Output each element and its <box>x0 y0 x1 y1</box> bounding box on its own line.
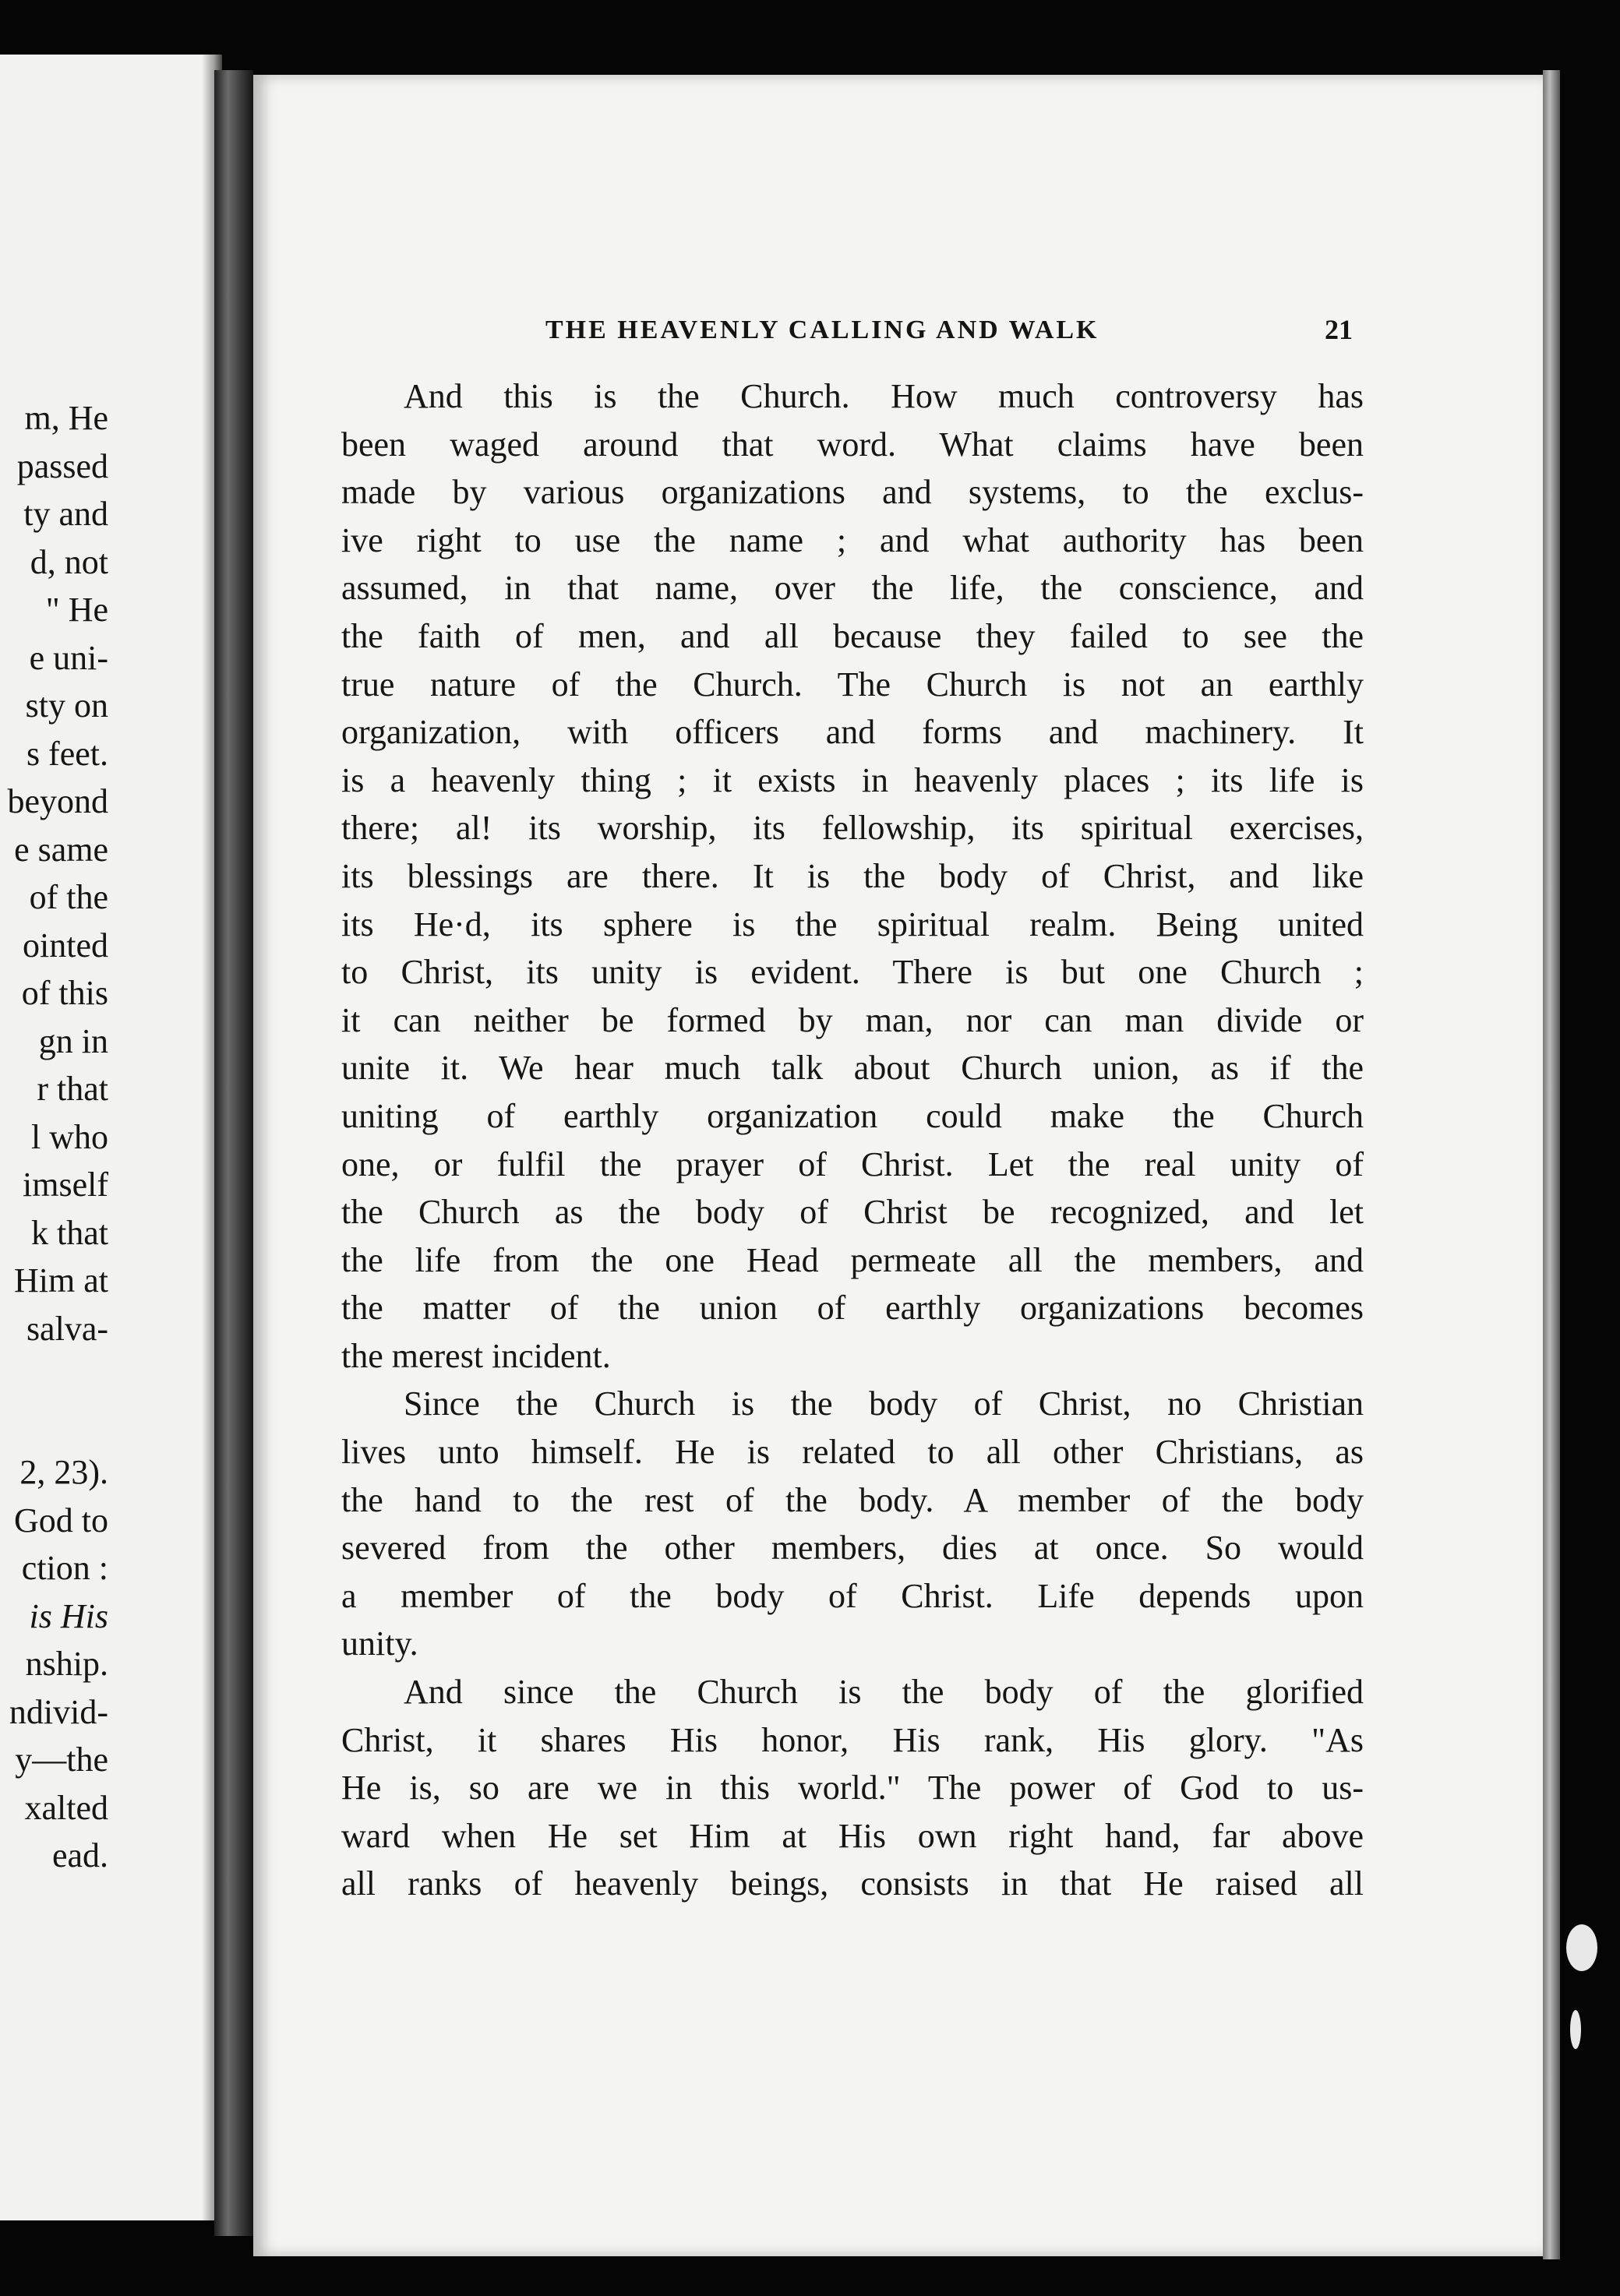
text-line: ward when He set Him at His own right hand, far above <box>341 1816 1364 1855</box>
page-number: 21 <box>1325 314 1353 345</box>
left-page-line: is His <box>29 1596 108 1635</box>
text-line: there; al! its worship, its fellowship, its spiritual exercises, <box>341 809 1364 848</box>
left-page-line: Him at <box>14 1261 108 1300</box>
text-line: organization, with officers and forms and machinery. It <box>341 713 1364 752</box>
left-page-line: ction : <box>21 1549 108 1587</box>
text-line: the hand to the rest of the body. A member of the body <box>341 1480 1364 1519</box>
left-page-line: God to <box>14 1501 108 1539</box>
text-line: lives unto himself. He is related to all other Christians, as <box>341 1433 1364 1472</box>
left-page-text-clip <box>0 55 108 2220</box>
left-page-line: ointed <box>23 926 108 965</box>
left-page-line: m, He <box>24 399 108 437</box>
left-page-line: 2, 23). <box>19 1453 108 1491</box>
left-page-line: nship. <box>25 1645 108 1683</box>
page-edge <box>1543 70 1560 2259</box>
text-line: the faith of men, and all because they failed to see the <box>341 616 1364 655</box>
text-line: all ranks of heavenly beings, consists in that He raised all <box>341 1864 1364 1903</box>
text-line: its He·d, its sphere is the spiritual realm. Being united <box>341 905 1364 943</box>
left-page-line <box>7 1353 108 1401</box>
left-page-line: ead. <box>51 1836 108 1875</box>
text-line: been waged around that word. What claims have been <box>341 425 1364 464</box>
left-page-text <box>7 394 108 1880</box>
left-page-line <box>7 1401 108 1449</box>
text-line: its blessings are there. It is the body of Christ, and like <box>341 856 1364 895</box>
text-line: one, or fulfil the prayer of Christ. Let the real unity of <box>341 1144 1364 1183</box>
text-line: Christ, it shares His honor, His rank, His glory. "As <box>341 1720 1364 1759</box>
text-line: the merest incident. <box>341 1336 611 1375</box>
text-line: made by various organizations and systems, to the exclus- <box>341 473 1364 512</box>
left-page-line: imself <box>23 1166 108 1204</box>
left-page-line: xalted <box>24 1788 108 1827</box>
text-line: unite it. We hear much talk about Church union, as if the <box>341 1049 1364 1088</box>
text-line: true nature of the Church. The Church is not an earthly <box>341 665 1364 704</box>
scan-speck <box>1566 1924 1597 1971</box>
left-page-line: of the <box>29 878 108 916</box>
left-page-line: of this <box>21 974 108 1012</box>
text-line: And this is the Church. How much controversy has <box>404 377 1364 415</box>
book-binding <box>214 70 253 2236</box>
left-page-line: beyond <box>7 782 108 820</box>
text-line: Since the Church is the body of Christ, no Christian <box>404 1384 1364 1423</box>
body-text <box>341 372 1364 1908</box>
left-page-line: ty and <box>23 495 108 533</box>
left-page-line: y—the <box>15 1741 108 1779</box>
running-head: THE HEAVENLY CALLING AND WALK <box>545 316 1099 344</box>
left-page-line: e same <box>14 830 108 869</box>
left-page-line: " He <box>45 591 108 629</box>
left-page-line: d, not <box>30 542 108 581</box>
text-line: severed from the other members, dies at once. So would <box>341 1529 1364 1568</box>
text-line: the Church as the body of Christ be recognized, and let <box>341 1193 1364 1232</box>
left-page-line: gn in <box>38 1021 108 1060</box>
left-page-line: ndivid- <box>9 1692 108 1731</box>
left-page-line: r that <box>37 1070 108 1108</box>
left-page-line: l who <box>31 1117 108 1156</box>
text-line: And since the Church is the body of the glorified <box>404 1673 1364 1712</box>
text-line: to Christ, its unity is evident. There is but one Church ; <box>341 953 1364 992</box>
scan-speck <box>1570 2010 1581 2049</box>
left-page-line: passed <box>16 446 108 485</box>
text-line: the matter of the union of earthly organizations becomes <box>341 1289 1364 1328</box>
text-line: unity. <box>341 1624 418 1663</box>
text-line: He is, so are we in this world." The power of God to us- <box>341 1769 1364 1808</box>
text-line: assumed, in that name, over the life, the conscience, and <box>341 569 1364 608</box>
left-page-line: s feet. <box>26 734 108 773</box>
left-page-line: e uni- <box>29 638 108 677</box>
left-page-line: sty on <box>25 686 108 725</box>
text-line: it can neither be formed by man, nor can man divide or <box>341 1000 1364 1039</box>
left-page-line: salva- <box>26 1309 108 1348</box>
left-page-fragment <box>0 55 222 2220</box>
text-line: a member of the body of Christ. Life depends upon <box>341 1576 1364 1615</box>
text-line: the life from the one Head permeate all the members, and <box>341 1240 1364 1279</box>
text-line: uniting of earthly organization could make the Church <box>341 1096 1364 1135</box>
left-page-line: k that <box>31 1213 108 1252</box>
text-line: ive right to use the name ; and what authority has been <box>341 520 1364 559</box>
text-line: is a heavenly thing ; it exists in heavenly places ; its life is <box>341 760 1364 799</box>
